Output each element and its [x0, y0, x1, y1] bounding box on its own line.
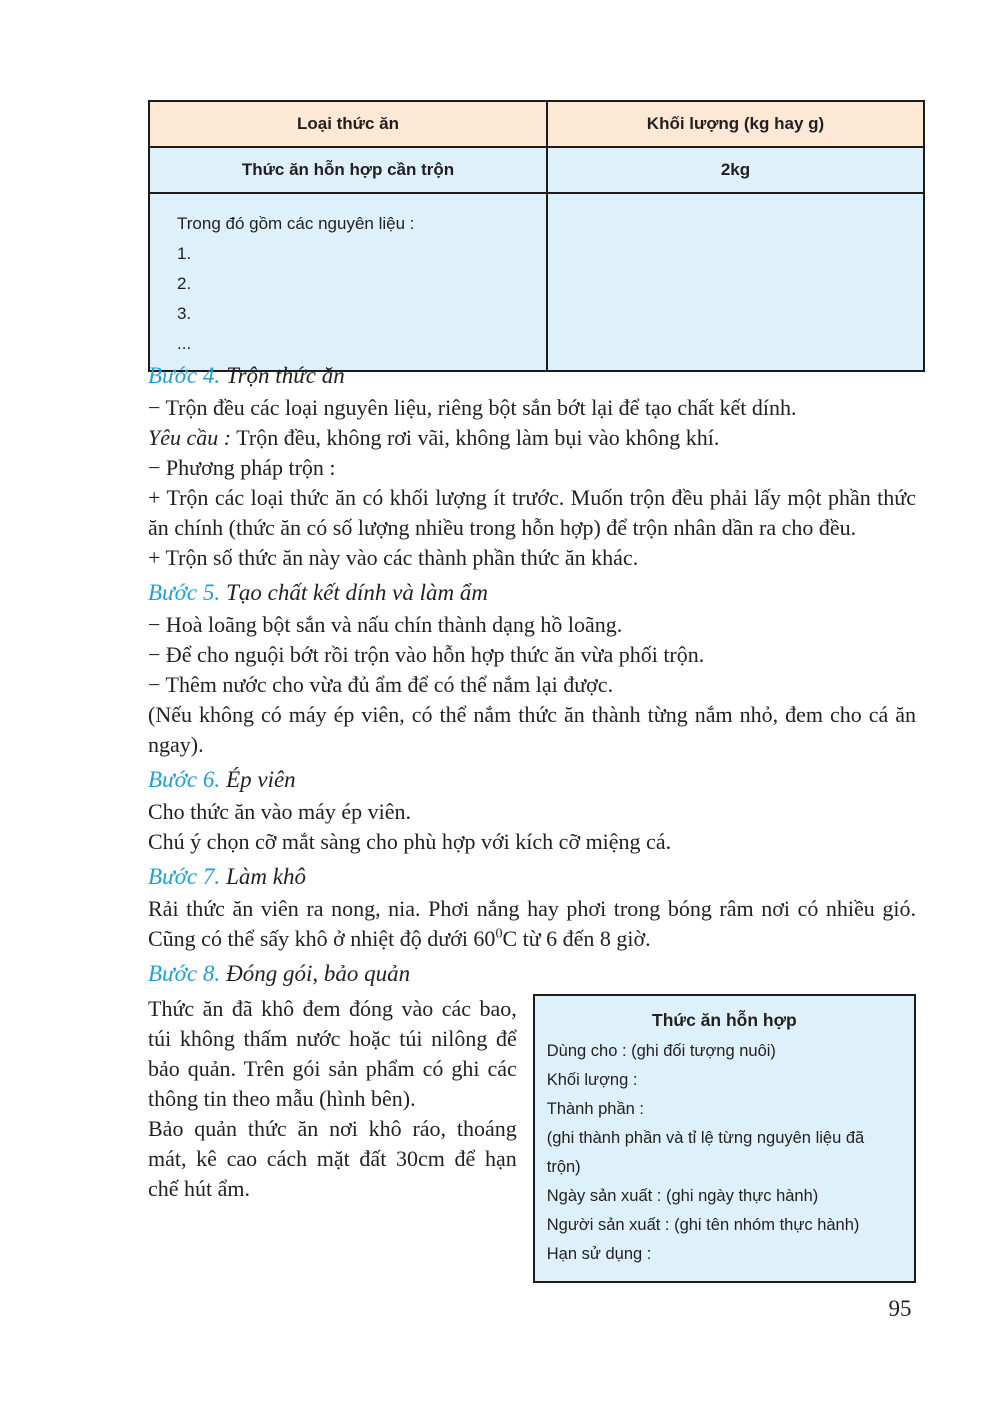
step5-heading [148, 576, 916, 609]
step4-paragraph-1: − Trộn đều các loại nguyên liệu, riêng bột sắn bớt lại để tạo chất kết dính. [148, 395, 797, 420]
label-line-used-for: Dùng cho : (ghi đối tượng nuôi) [546, 1042, 776, 1060]
step5-line-3: − Thêm nước cho vừa đủ ẩm để có thể nắm lại được. [148, 672, 614, 697]
label-box-title: Thức ăn hỗn hợp [652, 1010, 797, 1030]
step5-number: Bước 5. [148, 580, 221, 605]
degree-superscript: 0 [495, 926, 503, 942]
step5-line-1: − Hoà loãng bột sắn và nấu chín thành dạng hồ loãng. [148, 612, 623, 637]
label-line-producer: Người sản xuất : (ghi tên nhóm thực hành) [546, 1216, 860, 1234]
requirement-text: Trộn đều, không rơi vãi, không làm bụi vào không khí. [231, 425, 720, 450]
step5-line-4: (Nếu không có máy ép viên, có thể nắm thức ăn thành từng nắm nhỏ, đem cho cá ăn ngay). [148, 702, 916, 757]
requirement-lead: Yêu cầu : [148, 425, 232, 450]
ingredient-item-3: 3. [177, 304, 192, 323]
step6-line-2: Chú ý chọn cỡ mắt sàng cho phù hợp với kích cỡ miệng cá. [148, 829, 672, 854]
ingredients-mass-cell-empty [547, 193, 924, 371]
table-header-row [149, 101, 924, 147]
feed-amount-table [148, 100, 925, 372]
step4-title: Trộn thức ăn [226, 363, 345, 388]
label-line-composition-note: (ghi thành phần và tỉ lệ từng nguyên liệu đã trộn) [546, 1129, 865, 1176]
ingredient-item-1: 1. [177, 244, 192, 263]
label-line-composition: Thành phần : [546, 1100, 644, 1118]
step5-title: Tạo chất kết dính và làm ẩm [226, 580, 488, 605]
ingredient-item-2: 2. [177, 274, 192, 293]
step4-heading [148, 359, 916, 392]
mix-value-cell: 2kg [547, 147, 924, 193]
step7-title: Làm khô [226, 864, 306, 889]
product-label-box [533, 994, 916, 1283]
step6-line-1: Cho thức ăn vào máy ép viên. [148, 799, 412, 824]
step8-content-row [148, 994, 916, 1283]
label-line-mass: Khối lượng : [546, 1071, 638, 1089]
step8-paragraphs [148, 994, 517, 1204]
step7-heading [148, 860, 916, 893]
step7-text-pre: Rải thức ăn viên ra nong, nia. Phơi nắng hay phơi trong bóng râm nơi có nhiều gió. Cũng có thể sấy khô ở nhiệt độ dưới 60 [148, 896, 916, 951]
mix-label-cell: Thức ăn hỗn hợp cần trộn [149, 147, 547, 193]
step4-paragraph-5: + Trộn số thức ăn này vào các thành phần thức ăn khác. [148, 545, 639, 570]
table-row-ingredients [149, 193, 924, 371]
ingredients-cell [151, 195, 545, 369]
step8-paragraph-1: Thức ăn đã khô đem đóng vào các bao, túi không thấm nước hoặc túi nilông để bảo quản. Trên gói sản phẩm có ghi các thông tin theo mẫu (hình bên). [148, 996, 517, 1111]
step4-paragraph-3: − Phương pháp trộn : [148, 455, 336, 480]
step7-paragraph [148, 894, 916, 954]
step6-number: Bước 6. [148, 767, 221, 792]
step4-paragraph-4: + Trộn các loại thức ăn có khối lượng ít trước. Muốn trộn đều phải lấy một phần thức ăn chính (thức ăn có số lượng nhiều trong hỗn hợp) để trộn nhân dần ra cho đều. [148, 485, 916, 540]
body-text [148, 356, 916, 1283]
step8-number: Bước 8. [148, 961, 221, 986]
label-line-expiry: Hạn sử dụng : [546, 1245, 652, 1263]
table-header-mass: Khối lượng (kg hay g) [547, 101, 924, 147]
step4-number: Bước 4. [148, 363, 221, 388]
step6-title: Ép viên [226, 767, 296, 792]
step8-title: Đóng gói, bảo quản [226, 961, 411, 986]
table-header-food-type: Loại thức ăn [149, 101, 547, 147]
ingredients-intro: Trong đó gồm các nguyên liệu : [177, 214, 415, 233]
table-row-mix [149, 147, 924, 193]
step8-heading [148, 957, 916, 990]
ingredient-item-ellipsis: ... [177, 334, 192, 353]
step7-text-post: C từ 6 đến 8 giờ. [502, 926, 651, 951]
label-line-production-date: Ngày sản xuất : (ghi ngày thực hành) [546, 1187, 819, 1205]
step6-heading [148, 763, 916, 796]
step4-paragraph-2 [148, 423, 916, 453]
page-number: 95 [888, 1296, 912, 1321]
step7-number: Bước 7. [148, 864, 221, 889]
step5-line-2: − Để cho nguội bớt rồi trộn vào hỗn hợp thức ăn vừa phối trộn. [148, 642, 705, 667]
step8-paragraph-2: Bảo quản thức ăn nơi khô ráo, thoáng mát, kê cao cách mặt đất 30cm để hạn chế hút ẩm. [148, 1116, 517, 1201]
